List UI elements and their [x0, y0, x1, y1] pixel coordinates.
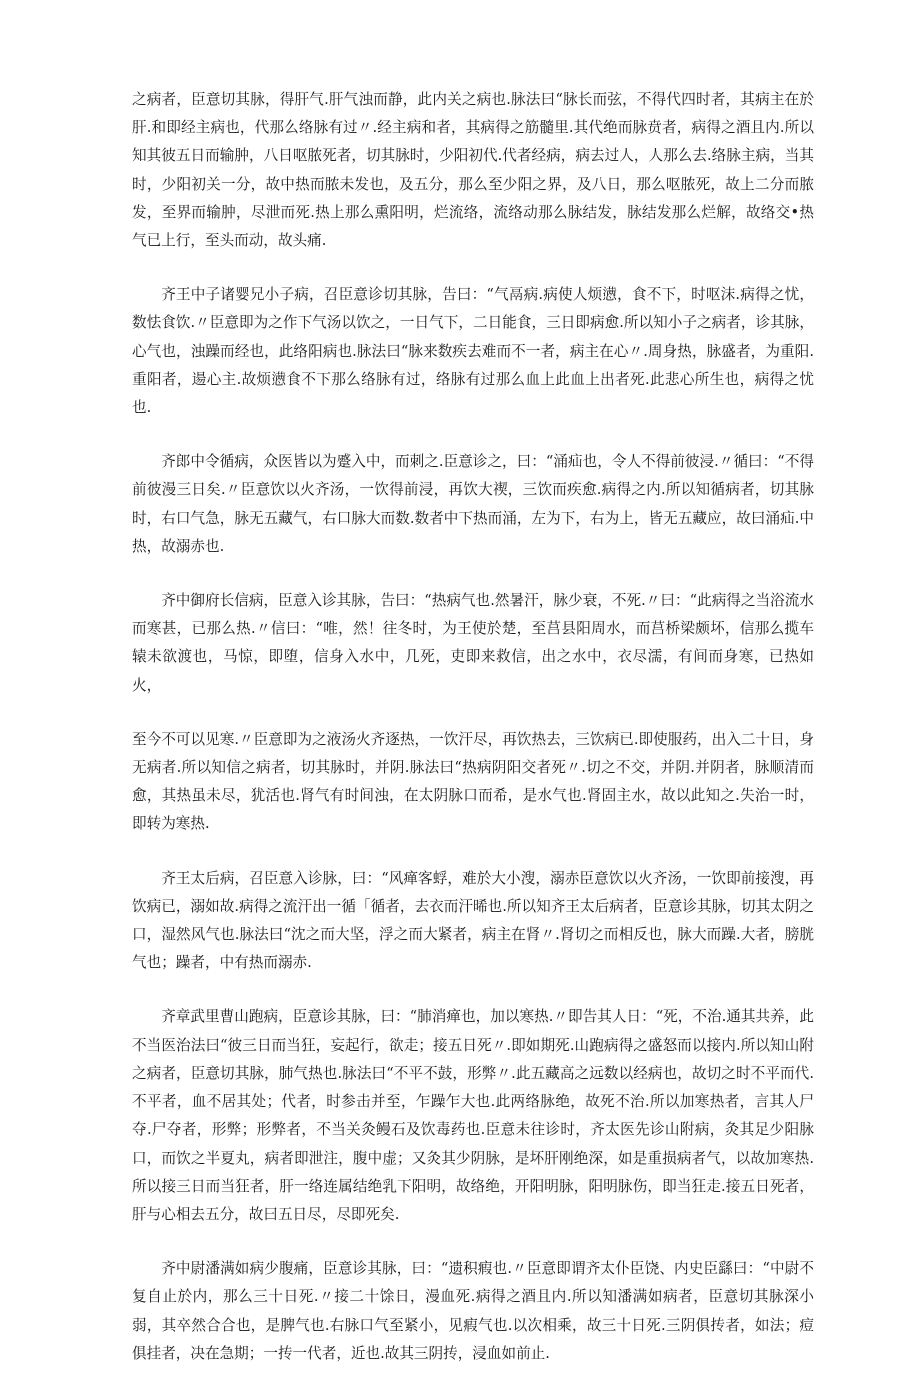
- paragraph-1: 之病者，臣意切其脉，得肝气.肝气浊而静，此内关之病也.脉法曰“脉长而弦，不得代四时者，其病主在於肝.和即经主病也，代那么络脉有过〃.经主病和者，其病得之筋髓里.其代绝而脉贲者，病得之酒且内.所以知其彼五日而输肿，八日呕脓死者，切其脉时，少阳初代.代者经病，病去过人，人那么去.络脉主病，当其时，少阳初关一分，故中热而脓未发也，及五分，那么至少阳之界，及八日，那么呕脓死，故上二分而脓发，至界而输肿，尽泄而死.热上那么熏阳明，烂流络，流络动那么脉结发，脉结发那么烂解，故络交•热气已上行，至头而动，故头痛.: [132, 91, 814, 250]
- paragraph-7: 齐章武里曹山跑病，臣意诊其脉，曰：“肺消瘅也，加以寒热.〃即告其人日：“死，不治.通其共养，此不当医治法曰“彼三日而当狂，妄起行，欲走；接五日死〃.即如期死.山跑病得之盛怒而以接内.所以知山附之病者，臣意切其脉，肺气热也.脉法曰“不平不鼓，形弊〃.此五藏高之远数以经病也，故切之时不平而代.不平者，血不居其处；代者，时参击并至，乍躁乍大也.此两络脉绝，故死不治.所以加寒热者，言其人尸夺.尸夺者，形弊；形弊者，不当关灸鳗石及饮毒药也.臣意未往诊时，齐太医先诊山附病，灸其足少阳脉口，而饮之半夏丸，病者即泄注，腹中虚；又灸其少阴脉，是坏肝刚绝深，如是重损病者气，以故加寒热.所以接三日而当狂者，肝一络连属结绝乳下阳明，故络绝，开阳明脉，阳明脉伤，即当狂走.接五日死者，肝与心相去五分，故曰五日尽，尽即死矣.: [132, 1008, 814, 1223]
- paragraph-5: 至今不可以见寒.〃臣意即为之液汤火齐逐热，一饮汗尽，再饮热去，三饮病已.即使服药，出入二十日，身无病者.所以知信之病者，切其脉时，并阴.脉法曰“热病阴阳交者死〃.切之不交，并阴.并阴者，脉顺清而愈，其热虽未尽，犹活也.肾气有时间浊，在太阴脉口而希，是水气也.肾固主水，故以此知之.失治一时，即转为寒热.: [132, 730, 814, 833]
- paragraph-8: 齐中尉潘满如病少腹痛，臣意诊其脉，曰：“遗积瘕也.〃臣意即谓齐太仆臣饶、内史臣繇曰：“中尉不复自止於内，那么三十日死.〃接二十馀日，漫血死.病得之酒且内.所以知潘满如病者，臣意切其脉深小弱，其卒然合合也，是脾气也.右脉口气至紧小，见瘕气也.以次相乘，故三十日死.三阴俱抟者，如法；痘俱挂者，决在急期；一抟一代者，近也.故其三阴抟，浸血如前止.: [132, 1260, 814, 1362]
- paragraph-3: 齐郎中令循病，众医皆以为蹙入中，而刺之.臣意诊之，曰：“涌疝也，令人不得前彼浸.〃循曰：“不得前彼漫三日矣.〃臣意饮以火齐汤，一饮得前浸，再饮大禊，三饮而疾愈.病得之内.所以知循病者，切其脉时，右口气急，脉无五藏气，右口脉大而数.数者中下热而涌，左为下，右为上，皆无五藏应，故曰涌疝.中热，故溺赤也.: [132, 453, 814, 555]
- paragraph-2: 齐王中子诸婴兄小子病，召臣意诊切其脉，告曰：“气鬲病.病使人烦懑，食不下，时呕沫.病得之忧，数怯食饮.〃臣意即为之作下气汤以饮之，一日气下，二日能食，三日即病愈.所以知小子之病者，诊其脉，心气也，浊躁而经也，此络阳病也.脉法曰“脉来数疾去难而不一者，病主在心〃.周身热，脉盛者，为重阳.重阳者，逿心主.故烦懑食不下那么络脉有过，络脉有过那么血上此血上出者死.此悲心所生也，病得之忧也.: [132, 286, 814, 417]
- paragraph-6: 齐王太后病，召臣意入诊脉，曰：“风瘅客蜉，难於大小溲，溺赤臣意饮以火齐汤，一饮即前接溲，再饮病已，溺如故.病得之流汗出一循「循者，去衣而汗晞也.所以知齐王太后病者，臣意诊其脉，切其太阴之口，湿然风气也.脉法曰“沈之而大坚，浮之而大紧者，病主在肾〃.肾切之而相反也，脉大而躁.大者，膀胱气也；躁者，中有热而溺赤.: [132, 869, 814, 972]
- paragraph-4: 齐中御府长信病，臣意入诊其脉，告曰：“热病气也.然暑汗，脉少衰，不死.〃曰：“此病得之当浴流水而寒甚，已那么热.〃信曰：“唯，然！往冬时，为王使於楚，至莒县阳周水，而莒桥梁颇坏，信那么揽车辕未欲渡也，马惊，即堕，信身入水中，几死，吏即来救信，出之水中，衣尽濡，有间而身寒，已热如火，: [132, 592, 814, 694]
- document-page: [132, 86, 814, 1394]
